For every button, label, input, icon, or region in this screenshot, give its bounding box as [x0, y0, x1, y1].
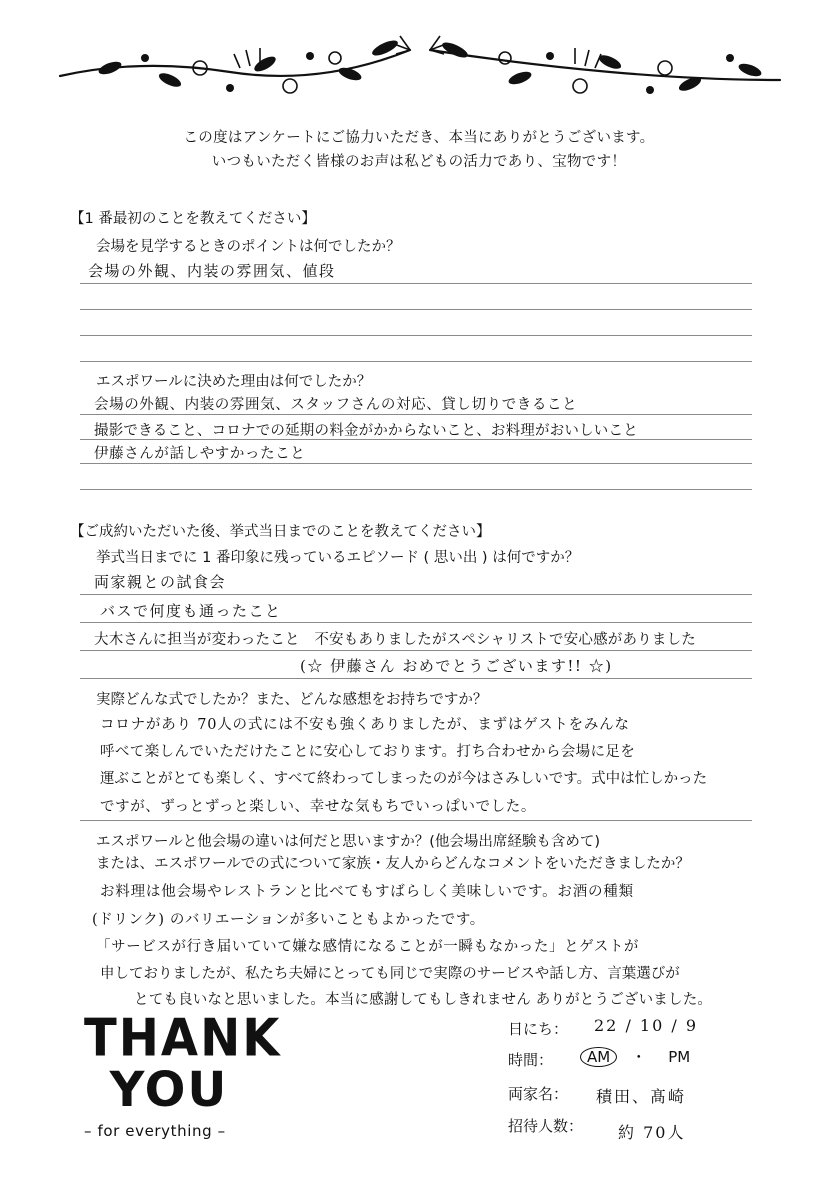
floral-garland-decoration — [50, 28, 790, 108]
answer-line — [80, 439, 752, 440]
family-name-value: 積田、髙崎 — [596, 1087, 687, 1106]
you-text: YOU — [109, 1062, 229, 1118]
answer-impression-2: 呼べて楽しんでいただけたことに安心しております。打ち合わせから会場に足を — [100, 744, 636, 760]
section-2-heading: 【ご成約いただいた後、挙式当日までのことを教えてください】 — [70, 524, 491, 540]
date-value: 22 / 10 / 9 — [594, 1016, 699, 1035]
answer-difference-5: とても良いなと思いました。本当に感謝してもしきれません ありがとうございました。 — [134, 992, 713, 1008]
question-venue-difference: エスポワールと他会場の違いは何だと思いますか？(他会場出席経験も含めて) — [96, 834, 601, 850]
answer-line — [80, 489, 752, 490]
answer-line — [80, 309, 752, 310]
answer-difference-4: 申しておりましたが、私たち夫婦にとっても同じで実際のサービスや話し方、言葉選びが — [100, 966, 680, 982]
time-pm: PM — [668, 1048, 691, 1066]
answer-line — [80, 622, 752, 623]
thank-text: THANK — [84, 1007, 282, 1069]
answer-episode-3: 大木さんに担当が変わったこと 不安もありましたがスペシャリストで安心感がありました — [94, 632, 696, 648]
time-label: 時間： — [508, 1051, 554, 1069]
answer-line — [80, 335, 752, 336]
answer-venue-points: 会場の外観、内装の雰囲気、値段 — [88, 262, 336, 280]
answer-line — [80, 820, 752, 821]
answer-episode-4: (☆ 伊藤さん おめでとうございます!! ☆) — [300, 657, 613, 675]
date-label: 日にち： — [508, 1020, 569, 1038]
guest-count-label: 招待人数： — [508, 1117, 584, 1135]
question-wedding-impression: 実際どんな式でしたか？また、どんな感想をお持ちですか？ — [96, 692, 488, 708]
answer-line — [80, 283, 752, 284]
answer-impression-4: ですが、ずっとずっと楽しい、幸せな気もちでいっぱいでした。 — [100, 799, 537, 815]
thank-you-logo — [84, 1007, 282, 1140]
time-am-selected: AM — [580, 1047, 617, 1067]
intro-line-2: いつもいただく皆様のお声は私どもの活力であり、宝物です！ — [211, 154, 627, 170]
answer-line — [80, 594, 752, 595]
answer-line — [80, 650, 752, 651]
for-everything-text: – for everything – — [84, 1122, 226, 1140]
answer-decision-reason-3: 伊藤さんが話しやすかったこと — [94, 446, 306, 462]
answer-line — [80, 414, 752, 415]
answer-difference-2: (ドリンク) のバリエーションが多いこともよかったです。 — [92, 912, 485, 928]
question-memorable-episode: 挙式当日までに 1 番印象に残っているエピソード ( 思い出 ) は何ですか？ — [96, 550, 580, 566]
time-options — [580, 1046, 690, 1067]
answer-decision-reason-2: 撮影できること、コロナでの延期の料金がかからないこと、お料理がおいしいこと — [94, 423, 638, 439]
question-comments: または、エスポワールでの式について家族・友人からどんなコメントをいただきましたか？ — [96, 856, 690, 872]
intro-line-1: この度はアンケートにご協力いただき、本当にありがとうございます。 — [183, 130, 655, 146]
section-1-heading: 【1 番最初のことを教えてください】 — [70, 211, 316, 227]
answer-episode-1: 両家親との試食会 — [94, 573, 227, 591]
time-separator: ・ — [631, 1048, 647, 1066]
answer-decision-reason-1: 会場の外観、内装の雰囲気、スタッフさんの対応、貸し切りできること — [94, 397, 578, 413]
answer-impression-1: コロナがあり 70人の式には不安も強くありましたが、まずはゲストをみんな — [100, 717, 630, 733]
answer-difference-1: お料理は他会場やレストランと比べてもすばらしく美味しいです。お酒の種類 — [100, 884, 634, 900]
answer-impression-3: 運ぶことがとても楽しく、すべて終わってしまったのが今はさみしいです。式中は忙しかった — [100, 771, 708, 787]
answer-episode-2: バスで何度も通ったこと — [100, 602, 282, 620]
question-decision-reason: エスポワールに決めた理由は何でしたか？ — [96, 374, 372, 390]
answer-line — [80, 678, 752, 679]
guest-count-value: 約 70人 — [618, 1123, 686, 1142]
answer-line — [80, 463, 752, 464]
answer-line — [80, 361, 752, 362]
answer-difference-3: 「サービスが行き届いていて嫌な感情になることが一瞬もなかった」とゲストが — [96, 939, 640, 955]
family-name-label: 両家名： — [508, 1085, 569, 1103]
question-venue-points: 会場を見学するときのポイントは何でしたか？ — [96, 239, 401, 255]
